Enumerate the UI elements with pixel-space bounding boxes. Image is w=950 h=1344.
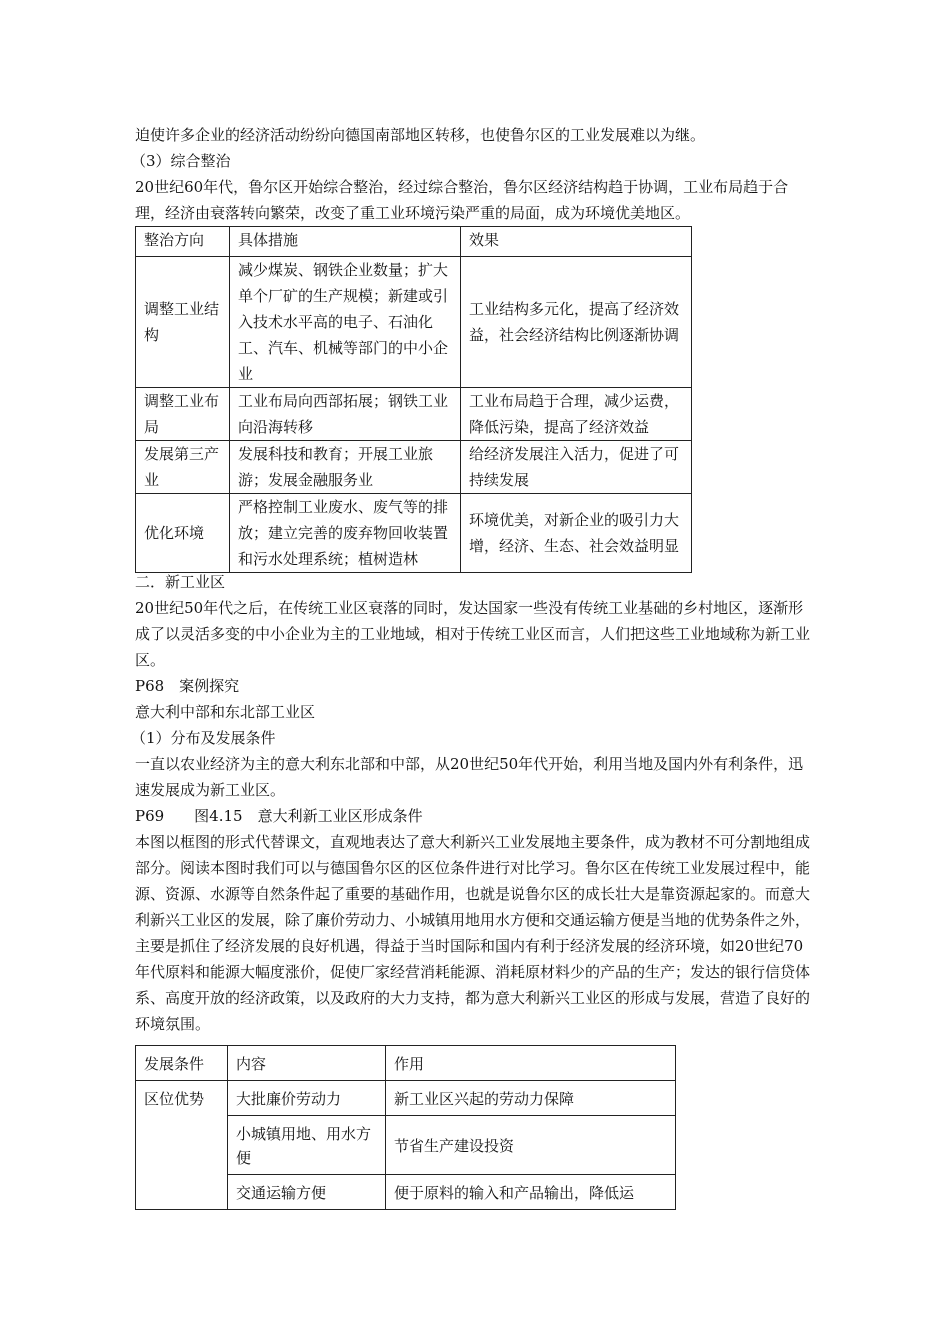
table-row [136,494,692,573]
cell-direction: 优化环境 [136,494,230,573]
development-conditions-table [135,1045,676,1210]
cell-measure: 工业布局向西部拓展；钢铁工业向沿海转移 [230,388,461,441]
paragraph-transfer: 迫使许多企业的经济活动纷纷向德国南部地区转移，也使鲁尔区的工业发展难以为继。 [135,126,706,144]
cell-role: 便于原料的输入和产品输出，降低运 [386,1175,676,1210]
table-header-row [136,227,692,257]
cell-role: 节省生产建设投资 [386,1116,676,1175]
remediation-table [135,226,692,573]
paragraph-remediation: 20世纪60年代，鲁尔区开始综合整治，经过综合整治，鲁尔区经济结构趋于协调，工业布局趋于合理，经济由衰落转向繁荣，改变了重工业环境污染严重的局面，成为环境优美地区。 [135,178,789,222]
table-header-row [136,1046,676,1081]
table-row [136,257,692,388]
table-row [136,1081,676,1116]
cell-effect: 给经济发展注入活力，促进了可持续发展 [461,441,692,494]
cell-direction: 发展第三产业 [136,441,230,494]
cell-effect: 工业结构多元化，提高了经济效益，社会经济结构比例逐渐协调 [461,257,692,388]
paragraph-new-industrial-zone: 20世纪50年代之后，在传统工业区衰落的同时，发达国家一些没有传统工业基础的乡村地区，逐渐形成了以灵活多变的中小企业为主的工业地域，相对于传统工业区而言，人们把这些工业地域称为新工业区。 [135,599,811,669]
cell-direction: 调整工业布局 [136,388,230,441]
cell-effect: 工业布局趋于合理，减少运费，降低污染，提高了经济效益 [461,388,692,441]
cell-measure: 发展科技和教育；开展工业旅游；发展金融服务业 [230,441,461,494]
cell-location-advantage: 区位优势 [136,1081,228,1210]
table-row [136,388,692,441]
heading-case-study: P68 案例探究 [135,677,240,695]
paragraph-figure-explanation: 本图以框图的形式代替课文，直观地表达了意大利新兴工业发展地主要条件，成为教材不可分割地组成部分。阅读本图时我们可以与德国鲁尔区的区位条件进行对比学习。鲁尔区在传统工业发展过程中，能源、资源、水源等自然条件起了重要的基础作用，也就是说鲁尔区的成长壮大是靠资源起家的。而意大利新兴工业区的发展，除了廉价劳动力、小城镇用地用水方便和交通运输方便是当地的优势条件之外，主要是抓住了经济发展的良好机遇，得益于当时国际和国内有利于经济发展的经济环境，如20世纪70年代原料和能源大幅度涨价，促使厂家经营消耗能源、消耗原材料少的产品的生产；发达的银行信贷体系、高度开放的经济政策，以及政府的大力支持，都为意大利新兴工业区的形成与发展，营造了良好的环境氛围。 [135,833,811,1033]
cell-effect: 环境优美，对新企业的吸引力大增，经济、生态、社会效益明显 [461,494,692,573]
cell-role: 新工业区兴起的劳动力保障 [386,1081,676,1116]
header-condition: 发展条件 [136,1046,228,1081]
cell-content: 交通运输方便 [228,1175,386,1210]
heading-new-industrial-zone: 二．新工业区 [135,573,226,591]
header-measures: 具体措施 [230,227,461,257]
heading-italy-zone: 意大利中部和东北部工业区 [135,703,316,721]
cell-direction: 调整工业结构 [136,257,230,388]
cell-content: 大批廉价劳动力 [228,1081,386,1116]
header-role: 作用 [386,1046,676,1081]
cell-content: 小城镇用地、用水方便 [228,1116,386,1175]
header-effect: 效果 [461,227,692,257]
heading-figure-caption: P69 图4.15 意大利新工业区形成条件 [135,807,423,825]
heading-comprehensive-remediation: （3）综合整治 [131,152,231,170]
heading-distribution-conditions: （1）分布及发展条件 [131,729,276,747]
cell-measure: 减少煤炭、钢铁企业数量；扩大单个厂矿的生产规模；新建或引入技术水平高的电子、石油化工、汽车、机械等部门的中小企业 [230,257,461,388]
table-row [136,441,692,494]
paragraph-italy-development: 一直以农业经济为主的意大利东北部和中部，从20世纪50年代开始，利用当地及国内外有利条件，迅速发展成为新工业区。 [135,755,804,799]
header-direction: 整治方向 [136,227,230,257]
cell-measure: 严格控制工业废水、废气等的排放；建立完善的废弃物回收装置和污水处理系统；植树造林 [230,494,461,573]
header-content: 内容 [228,1046,386,1081]
document-body [131,122,815,1210]
